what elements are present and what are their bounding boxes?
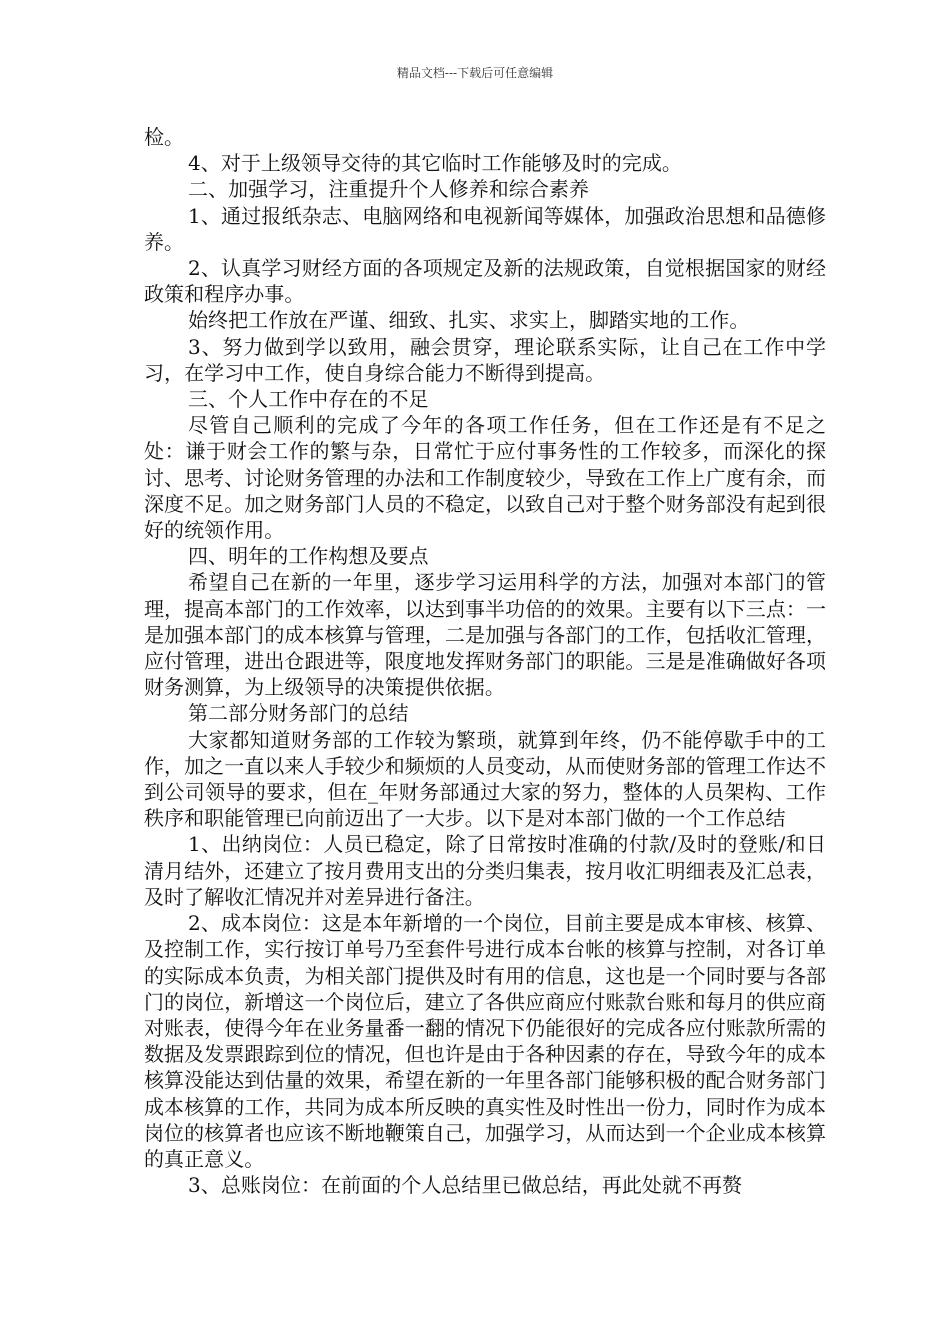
section-heading: 四、明年的工作构想及要点 — [188, 544, 429, 569]
paragraph: 1、通过报纸杂志、电脑网络和电视新闻等媒体，加强政治思想和品德修养。 — [144, 203, 826, 254]
paragraph: 2、成本岗位：这是本年新增的一个岗位，目前主要是成本审核、核算、及控制工作，实行按订单号乃至套件号进行成本台帐的核算与控制，对各订单的实际成本负责，为相关部门提供及时有用的信息，这也是一个同时要与各部门的岗位，新增这一个岗位后，建立了各供应商应付账款台账和每月的供应商对账表，使得今年在业务量番一翻的情况下仍能很好的完成各应付账款所需的数据及发票跟踪到位的情况，但也许是由于各种因素的存在，导致今年的成本核算没能达到估量的效果，希望在新的一年里各部门能够积极的配合财务部门成本核算的工作，共同为成本所反映的真实性及时性出一份力，同时作为成本岗位的核算者也应该不断地鞭策自己，加强学习，从而达到一个企业成本核算的真正意义。 — [144, 911, 826, 1171]
paragraph: 3、努力做到学以致用，融会贯穿，理论联系实际，让自己在工作中学习，在学习中工作，使自身综合能力不断得到提高。 — [144, 334, 826, 385]
paragraph: 大家都知道财务部的工作较为繁琐，就算到年终，仍不能停歇手中的工作，加之一直以来人手较少和频烦的人员变动，从而使财务部的管理工作达不到公司领导的要求，但在_年财务部通过大家的努力，整体的人员架构、工作秩序和职能管理已向前迈出了一大步。以下是对本部门做的一个工作总结 — [144, 727, 826, 831]
paragraph: 4、对于上级领导交待的其它临时工作能够及时的完成。 — [188, 151, 682, 176]
paragraph: 1、出纳岗位：人员已稳定，除了日常按时准确的付款/及时的登账/和日清月结外，还建立了按月费用支出的分类归集表，按月收汇明细表及汇总表，及时了解收汇情况并对差异进行备注。 — [144, 832, 826, 909]
section-heading: 第二部分财务部门的总结 — [188, 701, 409, 726]
paragraph: 尽管自己顺利的完成了今年的各项工作任务，但在工作还是有不足之处：谦于财会工作的繁与杂，日常忙于应付事务性的工作较多，而深化的探讨、思考、讨论财务管理的办法和工作制度较少，导致在工作上广度有余，而深度不足。加之财务部门人员的不稳定，以致自己对于整个财务部没有起到很好的统领作用。 — [144, 413, 826, 543]
page-header: 精品文档---下载后可任意编辑 — [396, 66, 554, 80]
document-body — [144, 124, 826, 1198]
section-heading: 三、个人工作中存在的不足 — [188, 387, 429, 412]
section-heading: 二、加强学习，注重提升个人修养和综合素养 — [188, 177, 589, 202]
paragraph: 始终把工作放在严谨、细致、扎实、求实上，脚踏实地的工作。 — [188, 308, 750, 333]
paragraph: 检。 — [144, 125, 185, 149]
paragraph: 希望自己在新的一年里，逐步学习运用科学的方法，加强对本部门的管理，提高本部门的工作效率，以达到事半功倍的的效果。主要有以下三点：一是加强本部门的成本核算与管理，二是加强与各部门的工作，包括收汇管理，应付管理，进出仓跟进等，限度地发挥财务部门的职能。三是是准确做好各项财务测算，为上级领导的决策提供依据。 — [144, 570, 826, 700]
paragraph: 2、认真学习财经方面的各项规定及新的法规政策，自觉根据国家的财经政策和程序办事。 — [144, 256, 826, 307]
paragraph: 3、总账岗位：在前面的个人总结里已做总结，再此处就不再赘 — [188, 1173, 743, 1198]
